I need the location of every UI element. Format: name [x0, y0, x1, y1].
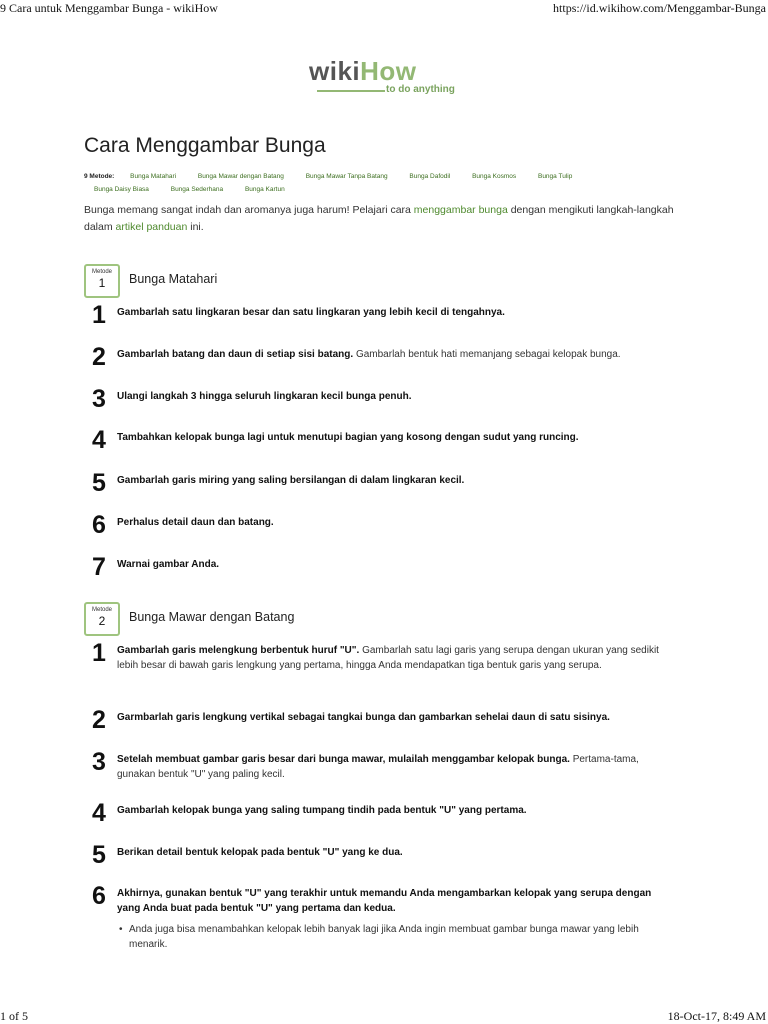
- step-text: [117, 347, 664, 362]
- article-intro: [84, 202, 674, 236]
- logo-text: [309, 56, 417, 86]
- method-1-step-3: [92, 385, 664, 413]
- method-title: Bunga Mawar dengan Batang: [129, 610, 295, 624]
- step-number: 6: [92, 511, 106, 539]
- step-bold-text: Akhirnya, gunakan bentuk "U" yang terakhir untuk memandu Anda mengambarkan kelopak yang serupa dengan yang Anda buat pada bentuk "U" yang pertama dan kedua.: [117, 888, 652, 914]
- print-datetime: 18-Oct-17, 8:49 AM: [667, 1009, 766, 1023]
- step-number: 7: [92, 553, 106, 581]
- method-1-step-2: [92, 343, 664, 371]
- article-title: Cara Menggambar Bunga: [84, 134, 326, 157]
- method-2-step-4: [92, 799, 664, 827]
- intro-link-artikel-panduan[interactable]: artikel panduan: [115, 221, 188, 233]
- step-number: 4: [92, 426, 106, 454]
- step-text: [117, 557, 664, 572]
- methods-label: 9 Metode:: [84, 173, 115, 180]
- intro-text-3: ini.: [187, 221, 204, 233]
- print-url: https://id.wikihow.com/Menggambar-Bunga: [553, 1, 766, 15]
- step-bold-text: Setelah membuat gambar garis besar dari bunga mawar, mulailah menggambar kelopak bunga.: [117, 754, 570, 765]
- logo-underline: [317, 90, 385, 92]
- step-bold-text: Gambarlah kelopak bunga yang saling tumpang tindih pada bentuk "U" yang pertama.: [117, 805, 527, 816]
- step-number: 2: [92, 343, 106, 371]
- step-bold-text: Warnai gambar Anda.: [117, 559, 220, 570]
- method-badge-number: 2: [98, 614, 106, 628]
- intro-text-2: dengan mengikuti langkah-langkah dalam: [84, 204, 674, 233]
- step-number: 5: [92, 841, 106, 869]
- step-text: [117, 886, 664, 916]
- methods-nav: [84, 170, 684, 196]
- step-detail-text: Gambarlah bentuk hati memanjang sebagai kelopak bunga.: [353, 349, 621, 360]
- method-link-1[interactable]: Bunga Matahari: [130, 173, 177, 180]
- method-link-9[interactable]: Bunga Kartun: [244, 186, 285, 193]
- step-text: [117, 752, 664, 782]
- step-bold-text: Gambarlah garis miring yang saling bersilangan di dalam lingkaran kecil.: [117, 475, 465, 486]
- method-2-step-3: [92, 748, 664, 782]
- method-number-badge: [84, 264, 120, 298]
- method-badge-label: Metode: [91, 269, 112, 275]
- step-bold-text: Gambarlah garis melengkung berbentuk huruf "U".: [117, 645, 360, 656]
- method-link-2[interactable]: Bunga Mawar dengan Batang: [197, 173, 284, 180]
- step-bold-text: Gambarlah batang dan daun di setiap sisi batang.: [117, 349, 354, 360]
- step-number: 2: [92, 706, 106, 734]
- step-text: [117, 305, 664, 320]
- step-bold-text: Perhalus detail daun dan batang.: [117, 517, 274, 528]
- method-1-step-4: [92, 426, 664, 454]
- step-bold-text: Ulangi langkah 3 hingga seluruh lingkaran kecil bunga penuh.: [117, 391, 412, 402]
- logo-wiki: wiki: [309, 56, 361, 86]
- method-link-8[interactable]: Bunga Sederhana: [170, 186, 224, 193]
- method-link-7[interactable]: Bunga Daisy Biasa: [94, 186, 149, 193]
- step-text: [117, 430, 664, 445]
- method-badge-label: Metode: [91, 607, 112, 613]
- method-2-step-6: [92, 882, 664, 952]
- method-1-step-7: [92, 553, 664, 581]
- method-number-badge: [84, 602, 120, 636]
- step-number: 3: [92, 385, 106, 413]
- method-title: Bunga Matahari: [129, 272, 218, 286]
- step-bold-text: Gambarlah satu lingkaran besar dan satu lingkaran yang lebih kecil di tengahnya.: [117, 307, 505, 318]
- method-2-step-5: [92, 841, 664, 869]
- print-footer: [0, 1008, 768, 1024]
- method-2-step-2: [92, 706, 664, 734]
- step-text: [117, 473, 664, 488]
- step-number: 6: [92, 882, 106, 910]
- step-detail-text: Gambarlah satu lagi garis yang serupa dengan ukuran yang sedikit lebih besar di bawah garis lengkung yang pertama, hingga Anda mendapatkan tiga bentuk garis yang serupa.: [117, 645, 659, 671]
- step-text: [117, 710, 664, 725]
- step-bold-text: Garmbarlah garis lengkung vertikal sebagai tangkai bunga dan gambarkan sehelai daun di satu sisinya.: [117, 712, 610, 723]
- step-number: 1: [92, 639, 106, 667]
- step-number: 5: [92, 469, 106, 497]
- step-text: [117, 515, 664, 530]
- step-bullet: • Anda juga bisa menambahkan kelopak lebih banyak lagi jika Anda ingin membuat gambar bunga mawar yang lebih menarik.: [117, 922, 664, 952]
- step-number: 1: [92, 301, 106, 329]
- method-1-step-5: [92, 469, 664, 497]
- method-link-6[interactable]: Bunga Tulip: [537, 173, 573, 180]
- intro-link-menggambar-bunga[interactable]: menggambar bunga: [413, 204, 508, 216]
- wikihow-logo[interactable]: [309, 56, 469, 100]
- method-link-4[interactable]: Bunga Dafodil: [409, 173, 451, 180]
- step-number: 4: [92, 799, 106, 827]
- print-page-number: 1 of 5: [0, 1009, 28, 1023]
- method-link-5[interactable]: Bunga Kosmos: [472, 173, 517, 180]
- method-1-step-6: [92, 511, 664, 539]
- logo-how: How: [360, 56, 417, 86]
- method-1-step-1: [92, 301, 664, 329]
- method-2-step-1: [92, 639, 664, 673]
- step-bold-text: Tambahkan kelopak bunga lagi untuk menutupi bagian yang kosong dengan sudut yang runcing.: [117, 432, 579, 443]
- print-header: [0, 0, 768, 18]
- step-number: 3: [92, 748, 106, 776]
- step-text: [117, 803, 664, 818]
- print-page-title: 9 Cara untuk Menggambar Bunga - wikiHow: [0, 1, 218, 15]
- intro-text-1: Bunga memang sangat indah dan aromanya juga harum! Pelajari cara: [84, 204, 414, 216]
- step-text: [117, 845, 664, 860]
- step-text: [117, 389, 664, 404]
- step-text: [117, 643, 664, 673]
- logo-tagline: to do anything: [386, 84, 455, 95]
- method-link-3[interactable]: Bunga Mawar Tanpa Batang: [305, 173, 388, 180]
- step-detail-text: Pertama-tama, gunakan bentuk "U" yang paling kecil.: [117, 754, 639, 780]
- step-bold-text: Berikan detail bentuk kelopak pada bentuk "U" yang ke dua.: [117, 847, 403, 858]
- method-badge-number: 1: [98, 276, 106, 290]
